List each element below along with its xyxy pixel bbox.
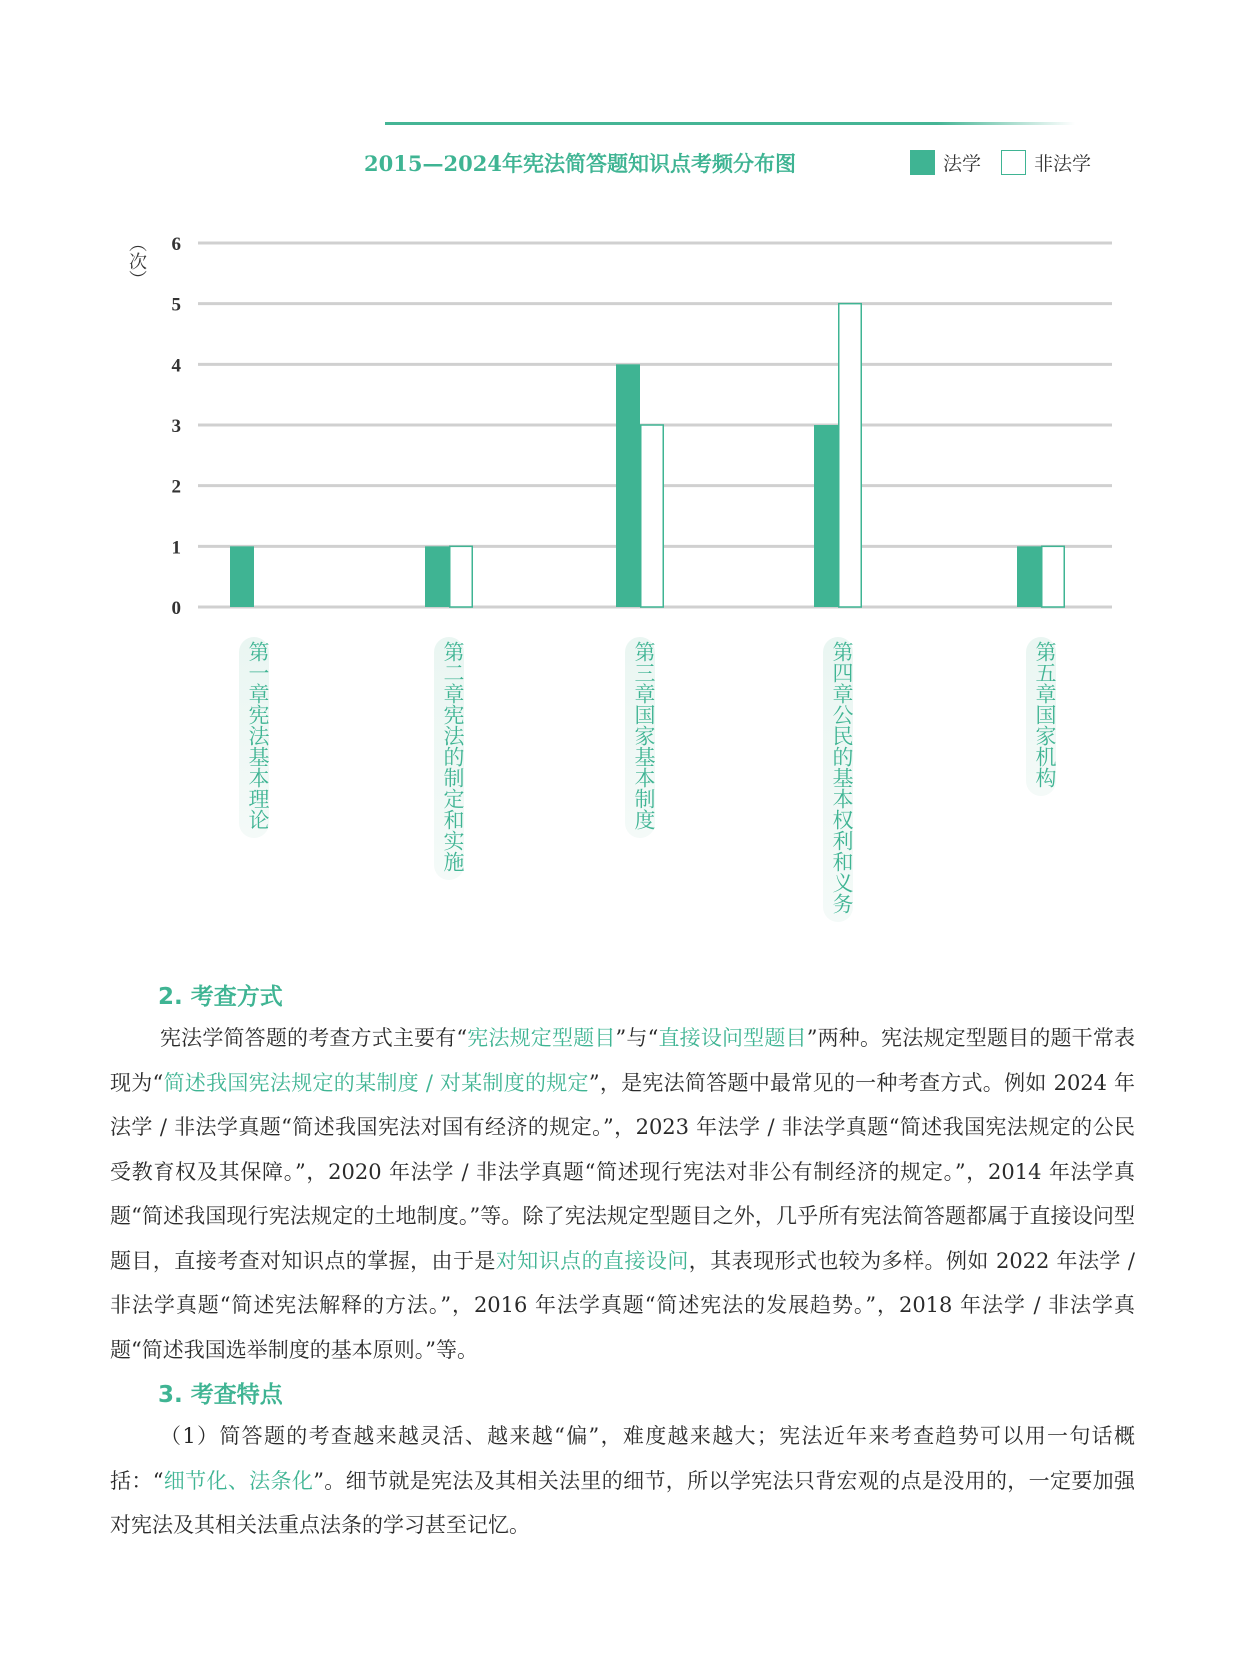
bar-law: [1017, 546, 1041, 607]
body-text: ”。细节就是宪法及其相关法里的细节，所以学宪法只背宏观的点是没用的，一定要加强对宪法及其相关法重点法条的学习甚至记忆。: [110, 1468, 1136, 1537]
y-tick-label: 3: [171, 416, 181, 437]
section-heading-3: 3. 考查特点: [158, 1382, 283, 1408]
y-tick-label: 1: [171, 537, 181, 559]
body-text: ”两种。宪法规定型题目的题干常表现为“: [110, 1026, 1135, 1095]
section-2-paragraph: [110, 1016, 1135, 1372]
bar-nonlaw: [1042, 546, 1065, 607]
bar-nonlaw: [450, 546, 473, 607]
y-tick-label: 4: [171, 355, 181, 377]
body-text: 宪法学简答题的考查方式主要有“: [160, 1026, 468, 1050]
y-axis-label: （次）: [126, 234, 147, 288]
bar-nonlaw: [839, 304, 862, 607]
y-tick-label: 5: [171, 294, 181, 316]
y-tick-label: 2: [171, 476, 181, 498]
x-tick-label: 第三章国家基本制度: [625, 637, 655, 838]
highlight-text: 细节化、法条化: [163, 1468, 314, 1493]
section-heading-2: 2. 考查方式: [158, 984, 283, 1010]
body-text: ，其表现形式也较为多样。例如 2022 年法学 / 非法学真题“简述宪法解释的方法。”，2016 年法学真题“简述宪法的发展趋势。”，2018 年法学 / 非法学真题“简述我国选举制度的基本原则。”等。: [110, 1248, 1136, 1362]
bar-law: [814, 425, 838, 607]
body-text: ”与“: [615, 1026, 659, 1050]
body-text: （1）简答题的考查越来越灵活、越来越“偏”，难度越来越大；宪法近年来考查趋势可以用一句话概括：“: [110, 1424, 1135, 1493]
bar-nonlaw: [641, 425, 664, 607]
x-tick-label: 第五章国家机构: [1026, 637, 1056, 796]
x-tick-label: 第四章公民的基本权利和义务: [823, 637, 853, 922]
body-text: ”，是宪法简答题中最常见的一种考查方式。例如 2024 年法学 / 非法学真题“简述我国宪法对国有经济的规定。”，2023 年法学 / 非法学真题“简述我国宪法规定的公民受教育权及其保障。”，2020 年法学 / 非法学真题“简述现行宪法对非公有制经济的规定。”，2014 年法学真题“简述我国现行宪法规定的土地制度。”等。除了宪法规定型题目之外，几乎所有宪法简答题都属于直接设问型题目，直接考查对知识点的掌握，由于是: [110, 1070, 1135, 1273]
section-3-paragraph: [110, 1414, 1135, 1548]
highlight-text: 宪法规定型题目: [467, 1026, 616, 1050]
legend-label-law: 法学: [943, 153, 982, 175]
bar-law: [616, 364, 640, 607]
highlight-text: 简述我国宪法规定的某制度 / 对某制度的规定: [163, 1070, 589, 1095]
y-tick-label: 6: [171, 234, 181, 255]
y-tick-label: 0: [171, 598, 181, 619]
x-tick-label: 第二章宪法的制定和实施: [434, 637, 464, 880]
chart-title: 2015—2024年宪法简答题知识点考频分布图: [364, 151, 796, 176]
highlight-text: 对知识点的直接设问: [495, 1248, 689, 1273]
bar-law: [230, 546, 254, 607]
highlight-text: 直接设问型题目: [658, 1026, 807, 1050]
bar-law: [425, 546, 449, 607]
legend-label-nonlaw: 非法学: [1034, 153, 1092, 175]
x-tick-label: 第一章宪法基本理论: [239, 637, 269, 838]
